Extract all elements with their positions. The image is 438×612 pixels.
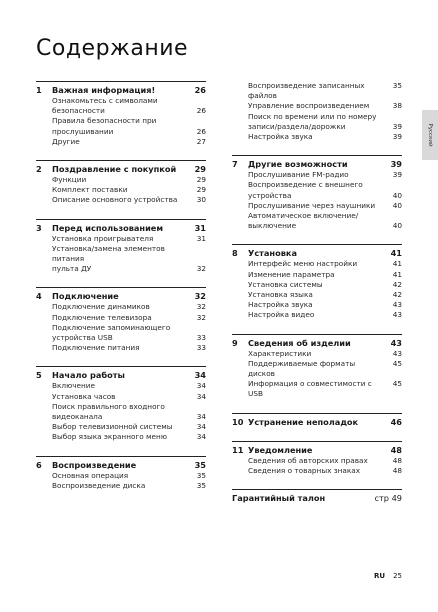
toc-page-number: 29	[194, 164, 206, 175]
toc-entry-title: Комплект поставки	[52, 185, 128, 195]
toc-entry[interactable]	[36, 343, 206, 353]
toc-page-number: 34	[196, 381, 206, 391]
toc-page-number: 40	[392, 190, 402, 200]
toc-entry-title: Другие возможности	[248, 159, 348, 170]
toc-page-number: 39	[390, 159, 402, 170]
toc-entry-title: Воспроизведение	[52, 459, 137, 470]
toc-page-number	[184, 323, 206, 333]
toc-entry-title: записи/раздела/дорожки	[248, 121, 346, 131]
toc-entry[interactable]	[36, 402, 206, 412]
toc-entry[interactable]	[36, 333, 206, 343]
toc-entry[interactable]	[36, 392, 206, 402]
toc-page-number: 26	[196, 126, 206, 136]
toc-section	[232, 334, 402, 400]
toc-section	[36, 219, 206, 275]
toc-page-number: 41	[392, 269, 402, 279]
toc-entry[interactable]	[232, 101, 402, 111]
toc-entry-title: Ознакомьтесь с символами	[52, 96, 158, 105]
toc-section-number: 3	[36, 222, 42, 233]
page-title: Содержание	[36, 36, 189, 61]
toc-page-number: 26	[196, 106, 206, 116]
toc-entry-title: Поддерживаемые форматы дисков	[248, 358, 356, 379]
toc-page-number: 35	[196, 470, 206, 480]
toc-entry-title: Сведения об изделии	[248, 337, 351, 348]
toc-entry-title: Установка/замена элементов питания	[52, 243, 165, 264]
toc-page-number: 29	[196, 185, 206, 195]
toc-entry[interactable]	[36, 381, 206, 391]
toc-entry[interactable]	[36, 481, 206, 491]
toc-section	[232, 244, 402, 320]
toc-page-number: 35	[392, 81, 402, 90]
toc-section-heading[interactable]	[232, 417, 402, 428]
toc-entry-title: Важная информация!	[52, 85, 156, 95]
toc-section-heading[interactable]	[232, 159, 402, 170]
toc-entry[interactable]	[232, 180, 402, 190]
toc-entry[interactable]	[36, 264, 206, 274]
toc-entry-title: Характеристики	[248, 348, 312, 358]
footer-language: RU	[374, 572, 386, 580]
toc-section-heading[interactable]	[36, 460, 206, 471]
toc-page-number: 41	[390, 248, 402, 259]
toc-section	[232, 441, 402, 476]
toc-guarantee-entry[interactable]	[232, 493, 402, 504]
toc-section	[36, 81, 206, 147]
toc-page-number: 27	[196, 136, 206, 146]
toc-entry-title: Интерфейс меню настройки	[248, 259, 358, 269]
toc-page-number: 42	[392, 279, 402, 289]
toc-page-number: 34	[194, 370, 206, 381]
toc-entry-title: Начало работы	[52, 370, 125, 381]
toc-page-number: 48	[390, 444, 402, 455]
toc-page-number	[380, 180, 402, 190]
footer-page-number: 25	[393, 572, 402, 580]
toc-section-heading[interactable]	[36, 370, 206, 381]
toc-section-number: 10	[232, 416, 244, 427]
toc-page-number: 45	[392, 379, 402, 389]
toc-entry-title: Прослушивание через наушники	[248, 200, 376, 210]
toc-entry-title: Устранение неполадок	[248, 416, 359, 427]
toc-page-number: 32	[196, 302, 206, 312]
toc-entry[interactable]	[232, 259, 402, 269]
toc-section	[232, 413, 402, 428]
toc-entry-title: устройства	[248, 190, 292, 200]
toc-page-number: 35	[194, 459, 206, 470]
toc-entry-title: Подключение	[52, 291, 119, 302]
toc-entry-title: Сведения о товарных знаках	[248, 465, 361, 475]
toc-entry-title: видеоканала	[52, 412, 103, 422]
toc-section-number: 8	[232, 248, 238, 259]
toc-entry[interactable]	[232, 191, 402, 201]
toc-page-number: 34	[196, 432, 206, 442]
toc-section-number: 4	[36, 291, 42, 302]
toc-entry-title: Подключение телевизора	[52, 312, 152, 322]
toc-entry[interactable]	[36, 127, 206, 137]
toc-entry-title: Информация о совместимости с USB	[248, 379, 372, 399]
toc-entry-title: Настройка звука	[248, 300, 313, 310]
toc-entry[interactable]	[36, 323, 206, 333]
toc-entry-title: Подключение динамиков	[52, 302, 150, 312]
language-side-tab	[422, 110, 438, 160]
toc-entry-title: Сведения об авторских правах	[248, 455, 368, 465]
toc-page-number: 34	[196, 412, 206, 422]
toc-page-number	[380, 211, 402, 221]
toc-entry[interactable]	[232, 211, 402, 221]
toc-entry[interactable]	[232, 300, 402, 310]
toc-entry-title: Установка языка	[248, 290, 313, 300]
toc-section-number: 7	[232, 159, 238, 170]
toc-entry-title: Установка часов	[52, 391, 116, 401]
toc-entry-title: Воспроизведение диска	[52, 480, 146, 490]
toc-entry-title: Уведомление	[248, 444, 313, 455]
toc-left-column	[36, 81, 206, 504]
toc-entry[interactable]	[232, 81, 402, 101]
toc-page-number: 26	[194, 85, 206, 95]
toc-entry[interactable]	[36, 106, 206, 116]
toc-page-number: 31	[194, 222, 206, 233]
toc-entry-title: Основная операция	[52, 470, 129, 480]
toc-page-number: 43	[392, 310, 402, 320]
toc-entry-title: Подключение запоминающего	[52, 322, 171, 332]
toc-entry-title: пульта ДУ	[52, 264, 92, 274]
toc-section-heading[interactable]	[36, 291, 206, 302]
toc-entry-title: выключение	[248, 221, 297, 231]
toc-section-heading[interactable]	[232, 248, 402, 259]
toc-entry[interactable]	[232, 359, 402, 379]
toc-page-number: 30	[196, 195, 206, 205]
toc-page-number: 41	[392, 259, 402, 269]
language-side-tab-label: Русский	[427, 123, 433, 147]
toc-page-number: 42	[392, 290, 402, 300]
toc-page-number: 38	[392, 101, 402, 111]
toc-entry[interactable]	[232, 112, 402, 122]
toc-entry-title: Выбор языка экранного меню	[52, 432, 167, 442]
toc-page-number: 35	[196, 480, 206, 490]
toc-entry-title: Установка проигрывателя	[52, 233, 154, 243]
toc-page-number: 33	[196, 343, 206, 353]
toc-page-number: 29	[196, 175, 206, 185]
toc-page-number	[184, 116, 206, 126]
toc-entry[interactable]	[232, 132, 402, 142]
toc-entry[interactable]	[36, 422, 206, 432]
toc-entry-title: Включение	[52, 381, 96, 391]
toc-page-number: 31	[196, 233, 206, 243]
toc-entry-title: Поиск правильного входного	[52, 401, 165, 411]
toc-page-number: 46	[390, 416, 402, 427]
toc-page-number: 43	[392, 300, 402, 310]
toc-page-number: 34	[196, 422, 206, 432]
toc-entry-title: Выбор телевизионной системы	[52, 422, 173, 432]
toc-entry[interactable]	[36, 313, 206, 323]
toc-page-number: 43	[390, 337, 402, 348]
toc-entry[interactable]	[36, 116, 206, 126]
toc-page-number: 43	[392, 348, 402, 358]
toc-page-number	[184, 96, 206, 106]
toc-entry-title: Подключение питания	[52, 343, 140, 353]
toc-entry-title: Функции	[52, 175, 87, 185]
toc-entry-title: Перед использованием	[52, 222, 164, 233]
toc-page-number: 39	[392, 132, 402, 142]
toc-entry[interactable]	[36, 185, 206, 195]
toc-entry[interactable]	[232, 280, 402, 290]
toc-entry[interactable]	[232, 310, 402, 320]
toc-section-heading[interactable]	[232, 445, 402, 456]
page-footer	[374, 572, 402, 580]
toc-entry-title: Правила безопасности при	[52, 116, 157, 126]
toc-page-number: 48	[392, 455, 402, 465]
toc-entry-title: Управление воспроизведением	[248, 101, 370, 111]
toc-entry[interactable]	[232, 170, 402, 180]
toc-entry[interactable]	[36, 234, 206, 244]
toc-section-number: 11	[232, 444, 244, 455]
toc-entry[interactable]	[36, 412, 206, 422]
toc-guarantee-page: стр 49	[374, 493, 402, 504]
toc-section-heading[interactable]	[36, 164, 206, 175]
toc-page-number: 48	[392, 465, 402, 475]
toc-entry-title: Поздравление с покупкой	[52, 164, 177, 175]
toc-page-number: 40	[392, 200, 402, 210]
toc-entry[interactable]	[36, 471, 206, 481]
toc-section-number: 9	[232, 337, 238, 348]
toc-continued-block	[232, 81, 402, 142]
toc-entry-title: безопасности	[52, 106, 105, 116]
toc-page-number	[380, 112, 402, 122]
toc-section	[36, 287, 206, 353]
toc-page-number: 32	[194, 291, 206, 302]
toc-section	[232, 155, 402, 231]
toc-entry[interactable]	[232, 201, 402, 211]
toc-entry-title: устройства USB	[52, 333, 113, 343]
toc-section-number: 2	[36, 164, 42, 175]
toc-entry[interactable]	[232, 456, 402, 466]
toc-section	[36, 456, 206, 491]
toc-page-number: 40	[392, 221, 402, 231]
toc-entry-title: Настройка видео	[248, 310, 315, 320]
toc-entry[interactable]	[232, 221, 402, 231]
toc-entry-title: Воспроизведение записанных файлов	[248, 81, 365, 101]
toc-entry-title: Поиск по времени или по номеру	[248, 111, 377, 121]
toc-entry[interactable]	[232, 122, 402, 132]
toc-entry-title: Установка системы	[248, 279, 323, 289]
toc-section-number: 1	[36, 85, 42, 95]
toc-entry[interactable]	[232, 290, 402, 300]
toc-entry[interactable]	[36, 432, 206, 442]
toc-section	[36, 160, 206, 206]
toc-page-number	[184, 244, 206, 264]
toc-entry[interactable]	[232, 349, 402, 359]
toc-section-number: 6	[36, 459, 42, 470]
toc-entry-title: Настройка звука	[248, 132, 313, 142]
toc-section-heading[interactable]	[36, 85, 206, 96]
toc-guarantee-title: Гарантийный талон	[232, 493, 326, 504]
toc-entry[interactable]	[232, 270, 402, 280]
toc-entry[interactable]	[36, 195, 206, 205]
toc-entry-title: прослушивании	[52, 126, 114, 136]
toc-entry[interactable]	[232, 466, 402, 476]
toc-entry-title: Автоматическое включение/	[248, 211, 359, 221]
toc-entry-title: Изменение параметра	[248, 269, 335, 279]
toc-page-number: 32	[196, 264, 206, 274]
toc-right-column	[232, 81, 402, 517]
toc-page-number: 33	[196, 333, 206, 343]
toc-section-heading[interactable]	[232, 338, 402, 349]
toc-page-number: 34	[196, 391, 206, 401]
toc-section-number: 5	[36, 370, 42, 381]
toc-entry-title: Другие	[52, 136, 80, 146]
toc-page-number: 39	[392, 170, 402, 180]
toc-entry-title: Установка	[248, 248, 297, 259]
toc-page-number	[184, 402, 206, 412]
toc-entry-title: Прослушивание FM-радио	[248, 170, 349, 180]
toc-section-heading[interactable]	[36, 223, 206, 234]
toc-entry[interactable]	[36, 137, 206, 147]
toc-entry[interactable]	[36, 96, 206, 106]
toc-entry-title: Воспроизведение с внешнего	[248, 180, 363, 190]
toc-page-number: 32	[196, 312, 206, 322]
toc-section	[36, 366, 206, 442]
toc-page-number: 45	[392, 358, 402, 368]
toc-entry[interactable]	[36, 175, 206, 185]
toc-guarantee-section	[232, 489, 402, 504]
toc-page-number: 39	[392, 121, 402, 131]
toc-entry-title: Описание основного устройства	[52, 195, 178, 205]
toc-entry[interactable]	[36, 302, 206, 312]
toc-entry[interactable]	[232, 379, 402, 399]
toc-entry[interactable]	[36, 244, 206, 264]
